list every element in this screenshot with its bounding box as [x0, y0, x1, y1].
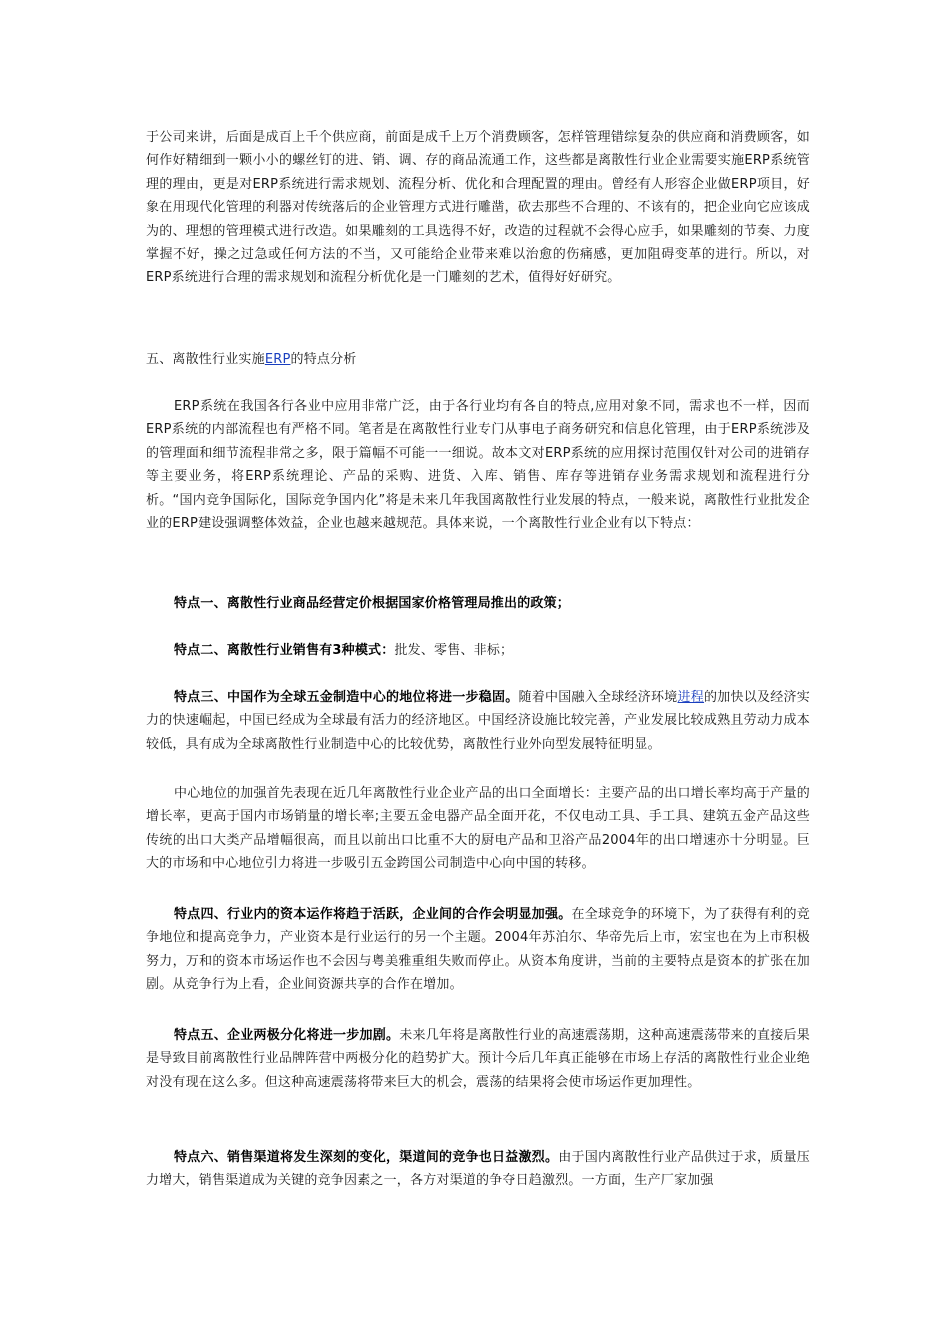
intro-text: 于公司来讲，后面是成百上千个供应商，前面是成千上万个消费顾客，怎样管理错综复杂的供应商和消费顾客，如何作好精细到一颗小小的螺丝钉的进、销、调、存的商品流通工作，这些都是离散性行业企业需要实施ERP系统管理的理由，更是对ERP系统进行需求规划、流程分析、优化和合理配置的理由。曾经有人形容企业做ERP项目，好象在用现代化管理的利器对传统落后的企业管理方式进行雕凿，砍去那些不合理的、不该有的，把企业向它应该成为的、理想的管理模式进行改造。如果雕刻的工具选得不好，改造的过程就不会得心应手，如果雕刻的节奏、力度掌握不好，操之过急或任何方法的不当，又可能给企业带来难以治愈的伤痛感，更加阻碍变革的进行。所以，对ERP系统进行合理的需求规划和流程分析优化是一门雕刻的艺术，值得好好研究。: [146, 130, 810, 286]
feature-3-text-pre: 随着中国融入全球经济环境: [518, 690, 678, 705]
feature-4-text: 在全球竞争的环境下，为了获得有利的竞争地位和提高竞争力，产业资本是行业运行的另一个主题。2004年苏泊尔、华帝先后上市，宏宝也在为上市积极努力，万和的资本市场运作也不会因与粤美雅重组失败而停止。从资本角度讲，当前的主要特点是资本的扩张在加剧。从竞争行为上看，企业间资源共享的合作在增加。: [146, 907, 810, 993]
feature-5-paragraph: [146, 1024, 810, 1094]
feature-1-title: 特点一、离散性行业商品经营定价根据国家价格管理局推出的政策；: [174, 596, 571, 611]
feature-1-paragraph: [146, 592, 810, 615]
section-heading-suffix: 的特点分析: [290, 352, 357, 367]
center-position-paragraph: [146, 782, 810, 876]
feature-4-title: 特点四、行业内的资本运作将趋于活跃，企业间的合作会明显加强。: [174, 907, 572, 922]
feature-2-title: 特点二、离散性行业销售有3种模式：: [174, 643, 395, 658]
overview-text: ERP系统在我国各行各业中应用非常广泛，由于各行业均有各自的特点,应用对象不同，需求也不一样，因而ERP系统的内部流程也有严格不同。笔者是在离散性行业专门从事电子商务研究和信息化管理，由于ERP系统涉及的管理面和细节流程非常之多，限于篇幅不可能一一细说。故本文对ERP系统的应用探讨范围仅针对公司的进销存等主要业务，将ERP系统理论、产品的采购、进货、入库、销售、库存等进销存业务需求规划和流程进行分析。“国内竞争国际化，国际竞争国内化”将是未来几年我国离散性行业发展的特点，一般来说，离散性行业批发企业的ERP建设强调整体效益，企业也越来越规范。具体来说，一个离散性行业企业有以下特点：: [146, 399, 810, 532]
intro-paragraph: [146, 126, 810, 290]
center-position-text: 中心地位的加强首先表现在近几年离散性行业企业产品的出口全面增长：主要产品的出口增长率均高于产量的增长率，更高于国内市场销量的增长率;主要五金电器产品全面开花，不仅电动工具、手工具、建筑五金产品这些传统的出口大类产品增幅很高，而且以前出口比重不大的厨电产品和卫浴产品2004年的出口增速亦十分明显。巨大的市场和中心地位引力将进一步吸引五金跨国公司制造中心向中国的转移。: [146, 786, 810, 872]
feature-6-title: 特点六、销售渠道将发生深刻的变化，渠道间的竞争也日益激烈。: [174, 1150, 559, 1165]
erp-link[interactable]: ERP: [264, 352, 291, 367]
feature-5-text: 未来几年将是离散性行业的高速震荡期，这种高速震荡带来的直接后果是导致目前离散性行业品牌阵营中两极分化的趋势扩大。预计今后几年真正能够在市场上存活的离散性行业企业绝对没有现在这么多。但这种高速震荡将带来巨大的机会，震荡的结果将会使市场运作更加理性。: [146, 1028, 810, 1090]
feature-2-paragraph: [146, 639, 810, 662]
process-link[interactable]: 进程: [677, 690, 705, 705]
feature-6-text: 由于国内离散性行业产品供过于求，质量压力增大，销售渠道成为关键的竞争因素之一，各方对渠道的争夺日趋激烈。一方面，生产厂家加强: [146, 1150, 810, 1189]
section-heading: [146, 348, 810, 371]
feature-3-paragraph: [146, 686, 810, 756]
feature-4-paragraph: [146, 903, 810, 997]
feature-3-title: 特点三、中国作为全球五金制造中心的地位将进一步稳固。: [174, 690, 519, 705]
feature-5-title: 特点五、企业两极分化将进一步加剧。: [174, 1028, 400, 1043]
feature-6-paragraph: [146, 1146, 810, 1193]
feature-3-text-post: 的加快以及经济实力的快速崛起，中国已经成为全球最有活力的经济地区。中国经济设施比较完善，产业发展比较成熟且劳动力成本较低，具有成为全球离散性行业制造中心的比较优势，离散性行业外向型发展特征明显。: [146, 690, 811, 752]
overview-paragraph: [146, 395, 810, 535]
section-heading-prefix: 五、离散性行业实施: [146, 352, 265, 367]
feature-2-text: 批发、零售、非标；: [394, 643, 514, 658]
